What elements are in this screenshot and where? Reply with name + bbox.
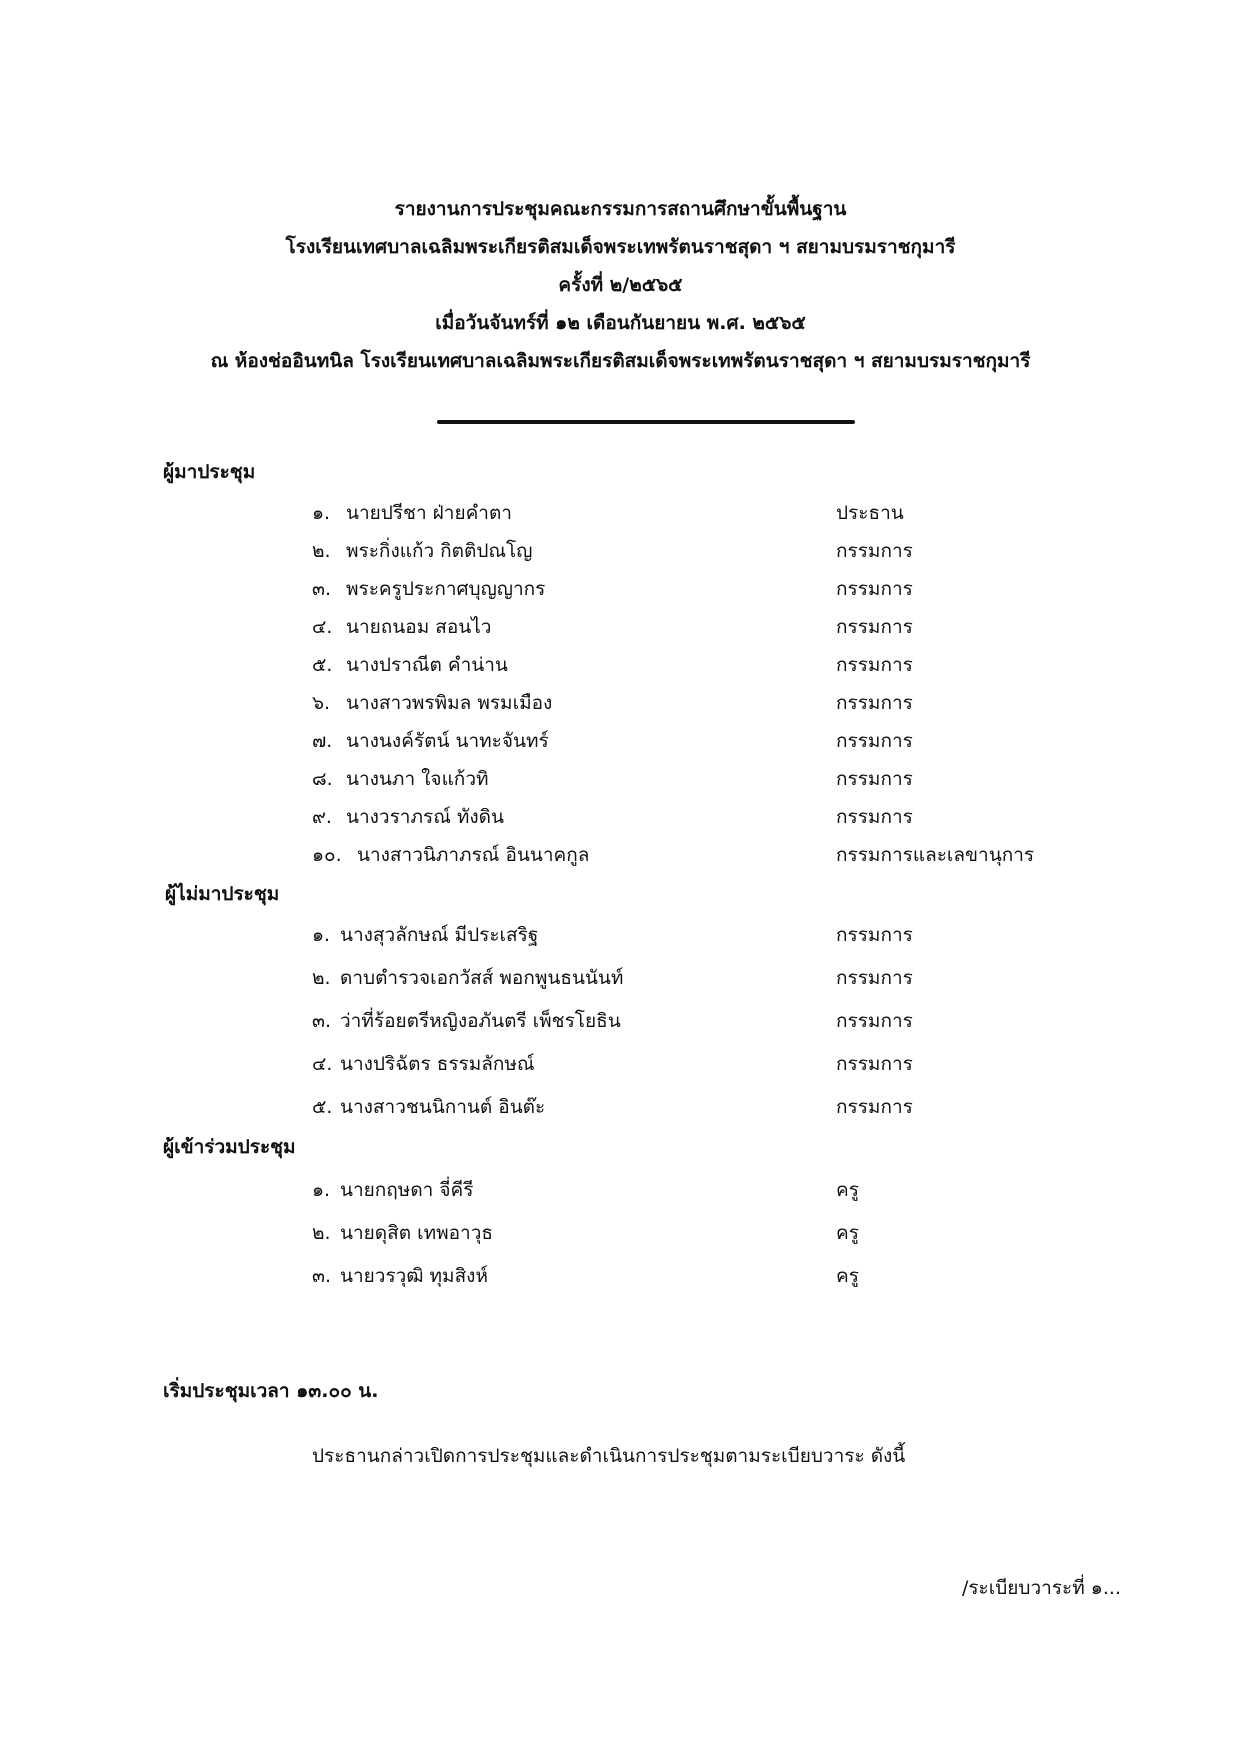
attendees-title: ผู้มาประชุม [163, 461, 256, 483]
member-role: กรรมการ [836, 768, 913, 790]
list-item [0, 802, 1241, 832]
item-number: ๔. [312, 1053, 333, 1075]
list-item [0, 1218, 1241, 1248]
list-item [0, 688, 1241, 718]
header-divider [437, 420, 855, 424]
member-name: นางสาวนิภาภรณ์ อินนาคกูล [357, 844, 590, 866]
item-number: ๗. [312, 730, 333, 752]
member-name: นายวรวุฒิ ทุมสิงห์ [340, 1265, 488, 1287]
member-role: กรรมการ [836, 654, 913, 676]
member-role: กรรมการ [836, 616, 913, 638]
meeting-date: เมื่อวันจันทร์ที่ ๑๒ เดือนกันยายน พ.ศ. ๒๕๖๕ [435, 312, 806, 334]
item-number: ๓. [312, 1010, 332, 1032]
list-item [0, 920, 1241, 950]
member-role: กรรมการ [836, 924, 913, 946]
list-item [0, 1092, 1241, 1122]
member-name: นายถนอม สอนไว [346, 616, 492, 638]
absentees-title: ผู้ไม่มาประชุม [165, 883, 280, 905]
item-number: ๕. [312, 1096, 333, 1118]
list-item [0, 536, 1241, 566]
meeting-start-time: เริ่มประชุมเวลา ๑๓.๐๐ น. [163, 1380, 379, 1402]
item-number: ๒. [312, 540, 331, 562]
member-name: นายดุสิต เทพอาวุธ [340, 1222, 493, 1244]
member-role: ครู [836, 1179, 859, 1201]
list-item [0, 963, 1241, 993]
member-role: กรรมการ [836, 540, 913, 562]
member-role: กรรมการ [836, 730, 913, 752]
member-role: ครู [836, 1265, 859, 1287]
item-number: ๖. [312, 692, 331, 714]
opening-statement: ประธานกล่าวเปิดการประชุมและดำเนินการประชุมตามระเบียบวาระ ดังนี้ [312, 1445, 906, 1467]
list-item [0, 498, 1241, 528]
list-item [0, 650, 1241, 680]
school-name: โรงเรียนเทศบาลเฉลิมพระเกียรติสมเด็จพระเทพรัตนราชสุดา ฯ สยามบรมราชกุมารี [285, 236, 956, 258]
item-number: ๒. [312, 1222, 331, 1244]
member-name: นายกฤษดา จี่คีรี [340, 1179, 474, 1201]
member-name: พระกิ่งแก้ว กิตติปณโญ [346, 540, 533, 562]
member-role: กรรมการและเลขานุการ [836, 844, 1035, 866]
member-name: นางปริฉัตร ธรรมลักษณ์ [340, 1053, 535, 1075]
item-number: ๙. [312, 806, 332, 828]
member-name: นางสาวพรพิมล พรมเมือง [346, 692, 553, 714]
item-number: ๑. [312, 924, 331, 946]
member-role: กรรมการ [836, 806, 913, 828]
list-item [0, 612, 1241, 642]
member-role: กรรมการ [836, 578, 913, 600]
item-number: ๓. [312, 1265, 332, 1287]
member-role: กรรมการ [836, 967, 913, 989]
list-item [0, 1261, 1241, 1291]
member-name: นางวราภรณ์ ทังดิน [346, 806, 505, 828]
member-role: กรรมการ [836, 1053, 913, 1075]
participants-title: ผู้เข้าร่วมประชุม [163, 1136, 296, 1158]
item-number: ๓. [312, 578, 332, 600]
document-header [0, 190, 1241, 380]
list-item [0, 574, 1241, 604]
list-item [0, 1049, 1241, 1079]
member-role: กรรมการ [836, 1010, 913, 1032]
list-item [0, 764, 1241, 794]
item-number: ๔. [312, 616, 333, 638]
list-item [0, 726, 1241, 756]
member-role: ครู [836, 1222, 859, 1244]
member-name: นายปรีชา ฝ่ายคำตา [346, 502, 512, 524]
item-number: ๑. [312, 502, 331, 524]
member-name: นางสุวลักษณ์ มีประเสริฐ [340, 924, 539, 946]
page-continuation: /ระเบียบวาระที่ ๑... [961, 1577, 1121, 1599]
list-item [0, 1006, 1241, 1036]
member-role: กรรมการ [836, 692, 913, 714]
member-name: นางนภา ใจแก้วทิ [346, 768, 489, 790]
member-name: นางสาวชนนิกานต์ อินต๊ะ [340, 1096, 546, 1118]
member-name: พระครูประกาศบุญญากร [346, 578, 546, 600]
member-name: ดาบตำรวจเอกวัสส์ พอกพูนธนนันท์ [340, 967, 624, 989]
list-item [0, 840, 1241, 870]
member-role: กรรมการ [836, 1096, 913, 1118]
member-role: ประธาน [836, 502, 904, 524]
report-title: รายงานการประชุมคณะกรรมการสถานศึกษาขั้นพื้นฐาน [394, 198, 847, 220]
member-name: นางนงค์รัตน์ นาทะจันทร์ [346, 730, 549, 752]
item-number: ๑๐. [312, 844, 342, 866]
meeting-number: ครั้งที่ ๒/๒๕๖๕ [558, 274, 683, 296]
item-number: ๑. [312, 1179, 331, 1201]
member-name: ว่าที่ร้อยตรีหญิงอภันตรี เพ็ชรโยธิน [340, 1010, 621, 1032]
list-item [0, 1175, 1241, 1205]
item-number: ๒. [312, 967, 331, 989]
item-number: ๕. [312, 654, 333, 676]
member-name: นางปราณีต คำน่าน [346, 654, 508, 676]
meeting-location: ณ ห้องช่ออินทนิล โรงเรียนเทศบาลเฉลิมพระเกียรติสมเด็จพระเทพรัตนราชสุดา ฯ สยามบรมราชกุมารี [210, 350, 1031, 372]
item-number: ๘. [312, 768, 333, 790]
